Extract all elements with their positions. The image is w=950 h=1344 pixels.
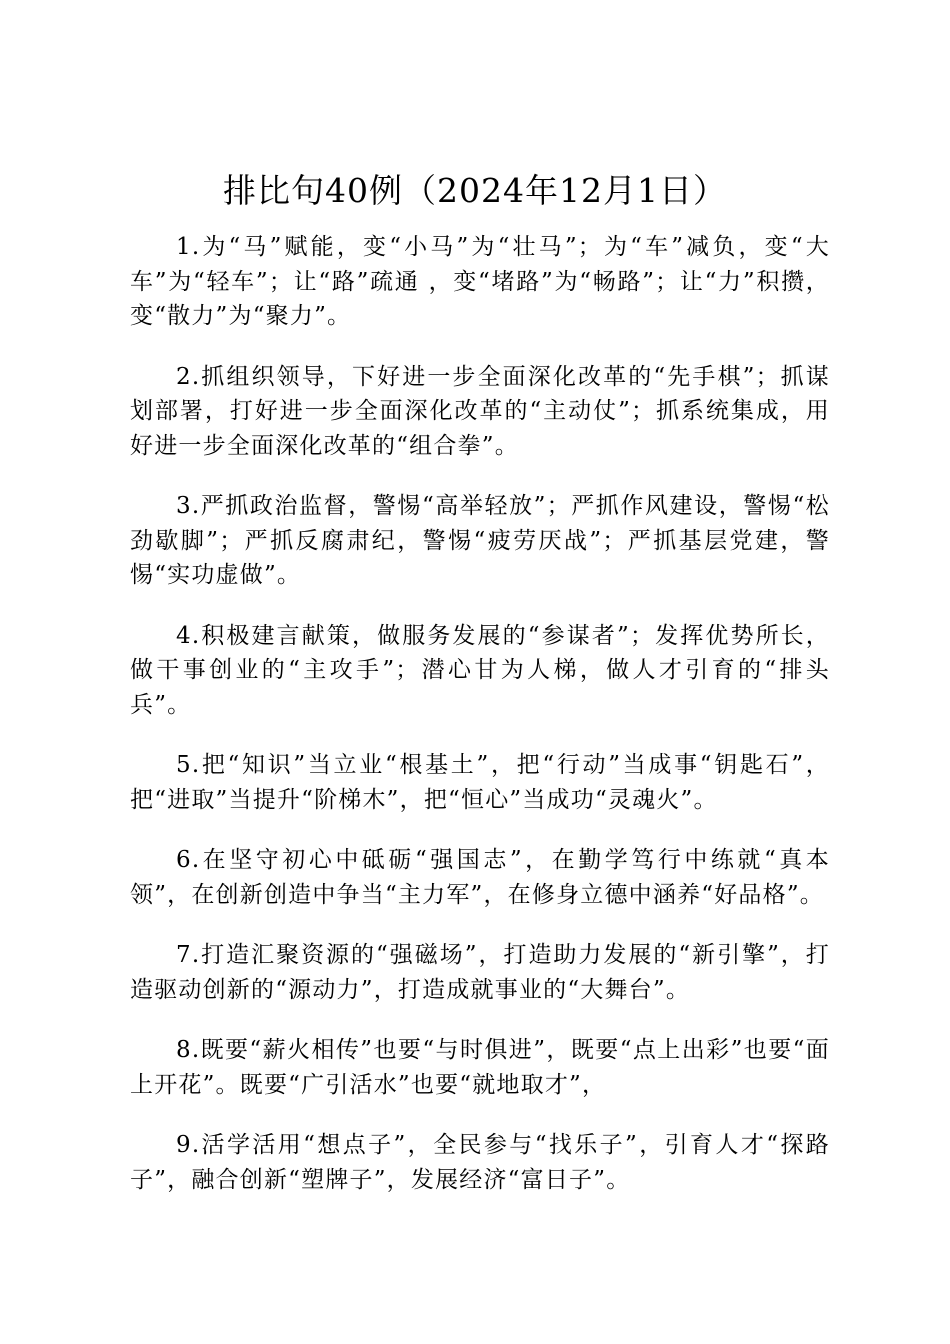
document-title: 排比句40例（2024年12月1日） bbox=[223, 171, 727, 210]
paragraph-8: 8.既要“薪火相传”也要“与时俱进”，既要“点上出彩”也要“面上开花”。既要“广引活水”也要“就地取才”， bbox=[130, 1037, 830, 1098]
paragraph-2: 2.抓组织领导，下好进一步全面深化改革的“先手棋”；抓谋划部署，打好进一步全面深化改革的“主动仗”；抓系统集成，用好进一步全面深化改革的“组合拳”。 bbox=[130, 363, 830, 459]
paragraph-5: 5.把“知识”当立业“根基土”，把“行动”当成事“钥匙石”，把“进取”当提升“阶梯木”，把“恒心”当成功“灵魂火”。 bbox=[130, 752, 830, 813]
paragraph-1: 1.为“马”赋能，变“小马”为“壮马”；为“车”减负，变“大车”为“轻车”；让“路”疏通 ，变“堵路”为“畅路”；让“力”积攒，变“散力”为“聚力”。 bbox=[130, 234, 830, 329]
paragraph-6: 6.在坚守初心中砥砺“强国志”，在勤学笃行中练就“真本领”，在创新创造中争当“主力军”，在修身立德中涵养“好品格”。 bbox=[130, 847, 830, 908]
paragraph-3: 3.严抓政治监督，警惕“高举轻放”；严抓作风建设，警惕“松劲歇脚”；严抓反腐肃纪，警惕“疲劳厌战”；严抓基层党建，警惕“实功虚做”。 bbox=[130, 493, 830, 588]
paragraph-7: 7.打造汇聚资源的“强磁场”，打造助力发展的“新引擎”，打造驱动创新的“源动力”，打造成就事业的“大舞台”。 bbox=[130, 942, 830, 1003]
document-body bbox=[130, 230, 830, 1223]
paragraph-9: 9.活学活用“想点子”，全民参与“找乐子”，引育人才“探路子”，融合创新“塑牌子”，发展经济“富日子”。 bbox=[130, 1132, 830, 1193]
paragraph-4: 4.积极建言献策，做服务发展的“参谋者”；发挥优势所长，做干事创业的“主攻手”；潜心甘为人梯，做人才引育的“排头兵”。 bbox=[130, 622, 830, 718]
